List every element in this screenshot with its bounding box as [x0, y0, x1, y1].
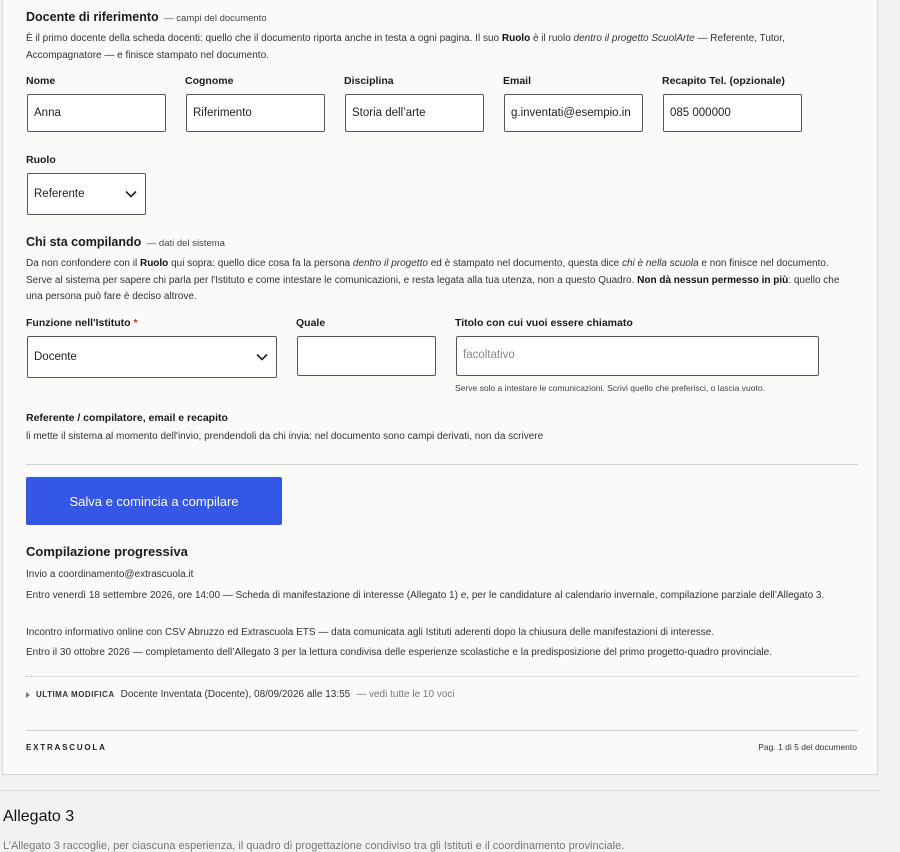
- save-button[interactable]: Salva e comincia a compilare: [26, 477, 282, 525]
- disciplina-field[interactable]: Storia dell’arte: [345, 94, 484, 132]
- docente-intro: [26, 31, 846, 64]
- docente-section-title: [26, 10, 267, 24]
- email-field[interactable]: g.inventati@esempio.in: [504, 94, 643, 132]
- comp-text-5: : quello che una persona può fare è deciso altrove.: [26, 274, 840, 302]
- email-label: Email: [503, 75, 532, 87]
- footer-divider: [26, 730, 858, 731]
- page-indicator: Pag. 1 di 5 del documento: [758, 742, 857, 752]
- comp-text-4: e non finisce nel documento. Serve al sistema per sapere chi parla per l'Istituto e come intestare le comunicazioni, e resta legata alla tua utenza, non a questo Quadro.: [26, 258, 829, 286]
- ultima-modifica-caption: ULTIMA MODIFICA: [36, 690, 115, 699]
- funzione-value: Docente: [34, 351, 77, 363]
- comp-bold-1: Ruolo: [139, 258, 169, 269]
- cognome-field[interactable]: Riferimento: [186, 94, 325, 132]
- divider: [26, 464, 858, 465]
- intro-text-2: è il ruolo: [530, 33, 574, 44]
- intro-ruolo: Ruolo: [501, 33, 531, 44]
- extrascuola-logo: EXTRASCUOLA: [26, 743, 107, 752]
- chevron-down-icon: [125, 190, 137, 198]
- ruolo-value: Referente: [34, 188, 85, 200]
- quale-field[interactable]: [297, 336, 436, 376]
- comp-italic-2: chi è nella scuola: [621, 258, 699, 269]
- page-separator: [0, 790, 880, 791]
- ultima-modifica-text: Docente Inventata (Docente), 08/09/2026 alle 13:55: [120, 689, 351, 700]
- progressiva-item: Entro venerdì 18 settembre 2026, ore 14:00 — Scheda di manifestazione di interesse (Allegato 1) e, per le candidature al calendario invernale, compilazione parziale dell’Allegato 3.: [26, 590, 825, 601]
- compilatore-intro: [26, 256, 846, 306]
- quale-label: Quale: [296, 317, 326, 329]
- ruolo-label: Ruolo: [26, 154, 56, 166]
- titolo-label: Titolo con cui vuoi essere chiamato: [455, 317, 633, 329]
- compilatore-subtitle: — dati del sistema: [146, 238, 225, 249]
- intro-text-1: È il primo docente della scheda docenti: quello che il documento riporta anche in testa a ogni pagina. Il suo: [26, 33, 502, 44]
- nome-label: Nome: [26, 75, 56, 87]
- intro-italic: dentro il progetto ScuolArte: [573, 33, 695, 44]
- ultima-modifica[interactable]: [26, 689, 455, 700]
- disciplina-label: Disciplina: [344, 75, 394, 87]
- required-marker: *: [133, 317, 138, 329]
- allegato-intro: L’Allegato 3 raccoglie, per ciascuna esperienza, il quadro di progettazione condiviso tra gli Istituti e il coordinamento provinciale.: [3, 840, 625, 852]
- docente-title: Docente di riferimento: [26, 10, 159, 24]
- vedi-voci-link[interactable]: — vedi tutte le 10 voci: [356, 689, 455, 700]
- titolo-hint: Serve solo a intestare le comunicazioni. Scrivi quello che preferisci, o lascia vuoto.: [455, 383, 765, 393]
- funzione-select[interactable]: [27, 336, 277, 378]
- comp-italic-1: dentro il progetto: [352, 258, 428, 269]
- telefono-label: Recapito Tel. (opzionale): [662, 75, 785, 87]
- titolo-field[interactable]: facoltativo: [456, 336, 819, 376]
- comp-bold-2: Non dà nessun permesso in più: [637, 274, 789, 286]
- dotted-divider: [26, 676, 858, 677]
- intro-text-3: — Referente, Tutor, Accompagnatore — e finisce stampato nel documento.: [26, 33, 785, 61]
- invio-line: Invio a coordinamento@extrascuola.it: [26, 569, 194, 580]
- telefono-field[interactable]: 085 000000: [663, 94, 802, 132]
- progressiva-item: Incontro informativo online con CSV Abruzzo ed Extrascuola ETS — data comunicata agli Istituti aderenti dopo la chiusura delle manifestazioni di interesse.: [26, 627, 715, 638]
- funzione-label-text: Funzione nell'Istituto: [26, 317, 131, 329]
- funzione-label: [26, 317, 138, 329]
- cognome-label: Cognome: [185, 75, 234, 87]
- compilatore-title: Chi sta compilando: [26, 235, 142, 249]
- comp-text-2: qui sopra: quello dice cosa fa la persona: [168, 258, 353, 269]
- chevron-down-icon: [256, 353, 268, 361]
- compilatore-section-title: [26, 235, 225, 249]
- comp-text-3: ed è stampato nel documento, questa dice: [427, 258, 622, 269]
- disclosure-triangle-icon: [26, 692, 30, 698]
- document-card: [2, 0, 878, 775]
- nome-field[interactable]: Anna: [27, 94, 166, 132]
- derived-text: li mette il sistema al momento dell'invio, prendendoli da chi invia: nel documento sono campi derivati, non da scrivere: [26, 431, 544, 442]
- ruolo-select[interactable]: [27, 173, 146, 215]
- allegato-title: Allegato 3: [3, 808, 75, 825]
- docente-subtitle: — campi del documento: [164, 13, 267, 24]
- progressiva-item: Entro il 30 ottobre 2026 — completamento dell’Allegato 3 per la lettura condivisa delle esperienze scolastiche e la predisposizione del primo progetto-quadro provinciale.: [26, 647, 772, 658]
- progressiva-title: Compilazione progressiva: [26, 544, 188, 559]
- comp-text-1: Da non confondere con il: [26, 258, 140, 269]
- derived-title: Referente / compilatore, email e recapito: [26, 412, 228, 424]
